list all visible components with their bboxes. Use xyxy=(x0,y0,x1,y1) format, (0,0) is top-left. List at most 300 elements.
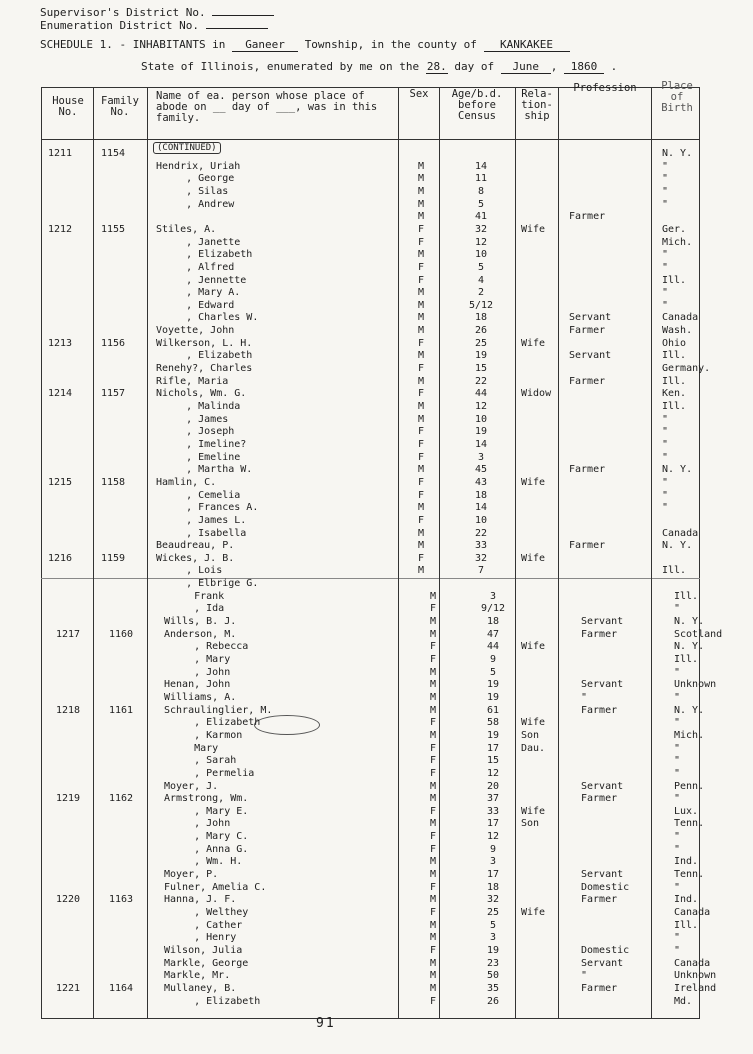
cell-sex: F xyxy=(418,438,425,450)
cell-birth: Ill. xyxy=(674,590,699,602)
state-prefix: State of Illinois, enumerated by me on the xyxy=(141,60,420,73)
col-name-header: Name of ea. person whose place of abode on __ day of ___, was in this family. xyxy=(156,90,378,124)
cell-age: 18 xyxy=(474,489,488,501)
cell-birth: Ill. xyxy=(662,350,687,362)
cell-age: 12 xyxy=(474,236,488,248)
cell-name: Markle, Mr. xyxy=(164,970,231,982)
cell-sex: F xyxy=(418,451,425,463)
cell-age: 10 xyxy=(474,413,488,425)
cell-sex: M xyxy=(418,540,425,552)
cell-sex: M xyxy=(418,565,425,577)
cell-sex: M xyxy=(430,616,437,628)
cell-name: , Charles W. xyxy=(156,312,259,324)
cell-name: Hendrix, Uriah xyxy=(156,160,241,172)
cell-name: , Elbrige G. xyxy=(156,578,259,590)
cell-prof: Servant xyxy=(581,679,624,691)
cell-birth: Tenn. xyxy=(674,818,705,830)
cell-age: 20 xyxy=(486,780,500,792)
col-sex-header: Sex xyxy=(409,88,429,100)
cell-sex: M xyxy=(418,198,425,210)
cell-name: , George xyxy=(156,173,235,185)
continued-label: (CONTINUED) xyxy=(153,142,221,154)
cell-sex: M xyxy=(430,666,437,678)
cell-sex: M xyxy=(418,312,425,324)
cell-sex: M xyxy=(418,464,425,476)
cell-age: 19 xyxy=(474,350,488,362)
cell-name: , Permelia xyxy=(164,767,255,779)
cell-age: 3 xyxy=(489,856,497,868)
cell-name: , Janette xyxy=(156,236,241,248)
cell-house: 1211 xyxy=(48,148,73,159)
cell-prof: Farmer xyxy=(569,325,606,337)
cell-age: 19 xyxy=(474,426,488,438)
page-number: 91 xyxy=(316,1016,336,1031)
cell-age: 9 xyxy=(489,843,497,855)
cell-rel: Dau. xyxy=(521,742,546,754)
cell-age: 19 xyxy=(486,729,500,741)
cell-family: 1158 xyxy=(101,476,126,488)
cell-age: 9 xyxy=(489,654,497,665)
schedule-prefix: SCHEDULE 1. - INHABITANTS in xyxy=(40,38,226,51)
cell-birth: Ill. xyxy=(662,401,687,412)
cell-birth: " xyxy=(674,793,681,805)
cell-family: 1160 xyxy=(109,628,134,640)
cell-birth: " xyxy=(674,691,681,703)
cell-name: , Cather xyxy=(164,919,243,931)
cell-birth: Unknown xyxy=(674,970,717,982)
cell-name: Anderson, M. xyxy=(164,628,237,640)
cell-age: 12 xyxy=(486,831,500,843)
cell-sex: M xyxy=(418,375,425,387)
cell-age: 43 xyxy=(474,476,488,488)
cell-sex: M xyxy=(430,856,437,868)
cell-prof: Farmer xyxy=(581,982,618,994)
col-divider xyxy=(93,87,94,1019)
schedule-line xyxy=(40,38,570,52)
cell-age: 44 xyxy=(486,641,500,653)
cell-sex: F xyxy=(430,603,437,615)
cell-age: 41 xyxy=(474,211,488,223)
cell-name: Moyer, P. xyxy=(164,869,219,881)
cell-name: , Elizabeth xyxy=(156,249,253,261)
cell-name: , Anna G. xyxy=(164,843,249,855)
cell-house: 1219 xyxy=(56,793,81,805)
month-value: June xyxy=(501,60,551,74)
cell-age: 3 xyxy=(489,590,497,602)
cell-prof: Farmer xyxy=(569,540,606,552)
cell-rel: Wife xyxy=(521,641,546,653)
cell-house: 1220 xyxy=(56,894,81,906)
cell-sex: M xyxy=(418,173,425,185)
cell-age: 4 xyxy=(477,274,485,286)
cell-age: 14 xyxy=(474,438,488,450)
cell-birth: Ill. xyxy=(662,565,687,577)
cell-prof: Farmer xyxy=(581,704,618,716)
cell-birth: Ill. xyxy=(674,919,699,931)
cell-age: 3 xyxy=(489,932,497,944)
cell-age: 22 xyxy=(474,375,488,387)
cell-sex: F xyxy=(418,514,425,526)
cell-house: 1216 xyxy=(48,552,73,564)
col-divider xyxy=(651,87,652,1019)
cell-name: , Wm. H. xyxy=(164,856,243,868)
col-divider xyxy=(515,87,516,1019)
cell-rel: Wife xyxy=(521,717,546,729)
cell-sex: M xyxy=(430,982,437,994)
day-suffix: day of xyxy=(454,60,495,73)
cell-age: 8 xyxy=(477,185,485,197)
cell-birth: " xyxy=(662,489,669,501)
cell-birth: Tenn. xyxy=(674,869,705,881)
cell-sex: M xyxy=(418,287,425,299)
cell-sex: F xyxy=(430,717,437,729)
year-value: 1860 xyxy=(564,60,604,74)
cell-prof: Farmer xyxy=(569,464,606,476)
cell-birth: " xyxy=(674,717,681,729)
cell-age: 14 xyxy=(474,160,488,172)
cell-birth: Unknown xyxy=(674,679,717,691)
enumeration-line xyxy=(40,19,268,32)
cell-family: 1156 xyxy=(101,337,126,349)
cell-prof: Farmer xyxy=(581,628,618,640)
cell-rel: Wife xyxy=(521,907,546,918)
cell-name: Wilkerson, L. H. xyxy=(156,337,253,349)
cell-age: 11 xyxy=(474,173,488,185)
cell-sex: M xyxy=(430,970,437,982)
cell-name: Nichols, Wm. G. xyxy=(156,388,247,400)
cell-age: 14 xyxy=(474,502,488,514)
cell-birth: " xyxy=(674,944,681,956)
cell-name: , Elizabeth xyxy=(164,717,261,729)
cell-name: Wills, B. J. xyxy=(164,616,237,628)
cell-sex: M xyxy=(418,401,425,412)
cell-name: Voyette, John xyxy=(156,325,235,337)
cell-name: , Welthey xyxy=(164,907,249,918)
cell-birth: " xyxy=(674,666,681,678)
cell-name: , Malinda xyxy=(156,401,241,412)
cell-family: 1157 xyxy=(101,388,126,400)
cell-sex: F xyxy=(430,805,437,817)
cell-birth: " xyxy=(674,603,681,615)
cell-age: 5 xyxy=(489,666,497,678)
cell-family: 1154 xyxy=(101,148,126,159)
cell-family: 1162 xyxy=(109,793,134,805)
cell-birth: Canada xyxy=(674,907,711,918)
cell-age: 5 xyxy=(489,919,497,931)
cell-birth: N. Y. xyxy=(662,540,693,552)
cell-birth: " xyxy=(674,755,681,767)
cell-sex: M xyxy=(418,249,425,261)
cell-sex: F xyxy=(430,755,437,767)
cell-birth: Wash. xyxy=(662,325,693,337)
cell-birth: Ind. xyxy=(674,856,699,868)
cell-birth: " xyxy=(674,767,681,779)
cell-age: 5/12 xyxy=(468,299,494,311)
cell-name: Armstrong, Wm. xyxy=(164,793,249,805)
cell-birth: Ill. xyxy=(674,654,699,665)
cell-name: , Emeline xyxy=(156,451,241,463)
cell-name: Williams, A. xyxy=(164,691,237,703)
cell-age: 32 xyxy=(474,223,488,235)
cell-rel: Wife xyxy=(521,337,546,349)
cell-sex: M xyxy=(430,691,437,703)
cell-age: 9/12 xyxy=(480,603,506,615)
cell-sex: F xyxy=(430,944,437,956)
cell-name: , Alfred xyxy=(156,261,235,273)
cell-age: 33 xyxy=(474,540,488,552)
col-age-header: Age/b.d. before Census xyxy=(451,88,503,122)
cell-prof: Servant xyxy=(569,312,612,324)
cell-birth: Scotland xyxy=(674,628,723,640)
cell-age: 35 xyxy=(486,982,500,994)
cell-house: 1214 xyxy=(48,388,73,400)
cell-name: Rifle, Maria xyxy=(156,375,229,387)
cell-sex: F xyxy=(418,236,425,248)
cell-sex: F xyxy=(430,654,437,665)
cell-birth: N. Y. xyxy=(674,641,705,653)
cell-name: , Lois xyxy=(156,565,223,577)
cell-birth: " xyxy=(674,881,681,893)
cell-age: 25 xyxy=(486,907,500,918)
cell-prof: Farmer xyxy=(581,793,618,805)
cell-sex: M xyxy=(418,527,425,539)
cell-sex: F xyxy=(430,995,437,1007)
cell-prof: Farmer xyxy=(569,375,606,387)
cell-birth: " xyxy=(674,831,681,843)
cell-age: 3 xyxy=(477,451,485,463)
cell-sex: F xyxy=(418,489,425,501)
cell-name: , Joseph xyxy=(156,426,235,438)
cell-sex: M xyxy=(418,185,425,197)
col-divider xyxy=(439,87,440,1019)
cell-name: Mullaney, B. xyxy=(164,982,237,994)
cell-birth: " xyxy=(662,261,669,273)
cell-birth: " xyxy=(662,198,669,210)
col-divider xyxy=(558,87,559,1019)
cell-name: , Rebecca xyxy=(164,641,249,653)
cell-age: 61 xyxy=(486,704,500,716)
cell-family: 1155 xyxy=(101,223,126,235)
cell-age: 18 xyxy=(486,881,500,893)
cell-age: 19 xyxy=(486,679,500,691)
cell-name: Wilson, Julia xyxy=(164,944,243,956)
cell-sex: M xyxy=(430,729,437,741)
cell-sex: M xyxy=(430,704,437,716)
cell-name: , Ida xyxy=(164,603,225,615)
cell-age: 50 xyxy=(486,970,500,982)
cell-birth: " xyxy=(662,476,669,488)
state-line: State of Illinois, enumerated by me on the 28. day of June , 1860 . xyxy=(141,60,618,73)
cell-prof: Domestic xyxy=(581,944,630,956)
cell-prof: Servant xyxy=(581,780,624,792)
cell-name: Mary xyxy=(164,742,219,754)
cell-age: 26 xyxy=(474,325,488,337)
cell-birth: Mich. xyxy=(674,729,705,741)
cell-birth: N. Y. xyxy=(662,464,693,476)
cell-birth: Ill. xyxy=(662,375,687,387)
cell-age: 45 xyxy=(474,464,488,476)
cell-sex: M xyxy=(430,932,437,944)
cell-birth: N. Y. xyxy=(662,148,693,159)
cell-name: Schraulinglier, M. xyxy=(164,704,273,716)
cell-name: , Elizabeth xyxy=(156,350,253,362)
cell-sex: M xyxy=(418,502,425,514)
cell-sex: M xyxy=(430,919,437,931)
cell-sex: M xyxy=(418,211,425,223)
col-profession-header: Profession xyxy=(573,82,637,94)
cell-age: 15 xyxy=(486,755,500,767)
cell-sex: F xyxy=(430,641,437,653)
cell-age: 33 xyxy=(486,805,500,817)
cell-name: Hanna, J. F. xyxy=(164,894,237,906)
cell-name: Fulner, Amelia C. xyxy=(164,881,267,893)
cell-sex: M xyxy=(418,299,425,311)
cell-name: Markle, George xyxy=(164,957,249,969)
cell-prof: Servant xyxy=(581,957,624,969)
cell-sex: M xyxy=(430,793,437,805)
cell-prof: Farmer xyxy=(581,894,618,906)
cell-name: Frank xyxy=(164,590,225,602)
cell-name: , Isabella xyxy=(156,527,247,539)
cell-prof: " xyxy=(581,691,588,703)
cell-birth: N. Y. xyxy=(674,616,705,628)
cell-age: 10 xyxy=(474,514,488,526)
cell-name: , Karmon xyxy=(164,729,243,741)
col-birthplace-header: Place of Birth xyxy=(661,80,693,114)
cell-sex: M xyxy=(430,957,437,969)
cell-age: 47 xyxy=(486,628,500,640)
cell-name: , John xyxy=(164,818,231,830)
cell-sex: F xyxy=(418,476,425,488)
cell-age: 44 xyxy=(474,388,488,400)
lower-section-divider xyxy=(41,578,700,579)
cell-birth: Ill. xyxy=(662,274,687,286)
cell-birth: Canada xyxy=(662,312,699,324)
cell-sex: M xyxy=(430,590,437,602)
cell-sex: F xyxy=(418,337,425,349)
cell-sex: M xyxy=(430,818,437,830)
cell-age: 5 xyxy=(477,261,485,273)
cell-age: 5 xyxy=(477,198,485,210)
cell-prof: " xyxy=(581,970,588,982)
cell-sex: F xyxy=(430,843,437,855)
cell-sex: F xyxy=(418,223,425,235)
cell-sex: M xyxy=(430,894,437,906)
cell-age: 17 xyxy=(486,742,500,754)
cell-age: 10 xyxy=(474,249,488,261)
cell-sex: F xyxy=(418,261,425,273)
cell-rel: Son xyxy=(521,818,540,830)
cell-age: 12 xyxy=(474,401,488,412)
cell-birth: Germany. xyxy=(662,363,711,375)
cell-birth: " xyxy=(674,742,681,754)
cell-birth: " xyxy=(662,287,669,299)
cell-age: 12 xyxy=(486,767,500,779)
cell-age: 18 xyxy=(474,312,488,324)
cell-name: , Elizabeth xyxy=(164,995,261,1007)
cell-birth: Ken. xyxy=(662,388,687,400)
cell-name: Renehy?, Charles xyxy=(156,363,253,375)
cell-house: 1221 xyxy=(56,982,81,994)
cell-sex: F xyxy=(418,274,425,286)
year-suffix: . xyxy=(610,60,618,73)
cell-birth: " xyxy=(662,249,669,261)
day-value: 28. xyxy=(426,60,447,73)
cell-prof: Domestic xyxy=(581,881,630,893)
cell-house: 1215 xyxy=(48,476,73,488)
cell-rel: Wife xyxy=(521,223,546,235)
supervisor-label: Supervisor's District No. xyxy=(40,6,206,19)
cell-name: , Andrew xyxy=(156,198,235,210)
cell-age: 32 xyxy=(474,552,488,564)
cell-sex: F xyxy=(418,388,425,400)
cell-sex: M xyxy=(430,628,437,640)
cell-house: 1217 xyxy=(56,628,81,640)
cell-name: , Martha W. xyxy=(156,464,253,476)
cell-house: 1218 xyxy=(56,704,81,716)
cell-name: Beaudreau, P. xyxy=(156,540,235,552)
col-family-header: Family No. xyxy=(101,95,139,118)
cell-birth: Ohio xyxy=(662,337,687,349)
supervisor-line xyxy=(40,6,274,19)
cell-name: , James L. xyxy=(156,514,247,526)
cell-sex: F xyxy=(430,831,437,843)
cell-prof: Servant xyxy=(569,350,612,362)
cell-name: , Edward xyxy=(156,299,235,311)
col-house-header: House No. xyxy=(52,95,84,118)
cell-name: Henan, John xyxy=(164,679,231,691)
cell-rel: Wife xyxy=(521,552,546,564)
cell-sex: F xyxy=(418,552,425,564)
cell-age: 19 xyxy=(486,691,500,703)
cell-family: 1161 xyxy=(109,704,134,716)
cell-birth: " xyxy=(662,173,669,185)
cell-name: , Mary C. xyxy=(164,831,249,843)
karmon-circle-mark xyxy=(254,715,320,735)
cell-family: 1164 xyxy=(109,982,134,994)
cell-birth: Ger. xyxy=(662,223,687,235)
cell-age: 22 xyxy=(474,527,488,539)
cell-rel: Widow xyxy=(521,388,552,400)
cell-birth: N. Y. xyxy=(674,704,705,716)
header-divider xyxy=(41,139,700,140)
cell-age: 58 xyxy=(486,717,500,729)
cell-name: , Henry xyxy=(164,932,237,944)
cell-age: 7 xyxy=(477,565,485,577)
cell-birth: Mich. xyxy=(662,236,693,248)
cell-sex: M xyxy=(418,325,425,337)
cell-age: 17 xyxy=(486,818,500,830)
county-value: KANKAKEE xyxy=(484,38,570,52)
cell-name: Wickes, J. B. xyxy=(156,552,235,564)
cell-sex: M xyxy=(418,413,425,425)
cell-name: , Mary A. xyxy=(156,287,241,299)
cell-name: , Silas xyxy=(156,185,229,197)
enumeration-label: Enumeration District No. xyxy=(40,19,199,32)
cell-name: , Cemelia xyxy=(156,489,241,501)
cell-sex: F xyxy=(430,907,437,918)
cell-sex: M xyxy=(418,160,425,172)
cell-name: , Sarah xyxy=(164,755,237,767)
col-divider xyxy=(398,87,399,1019)
cell-sex: F xyxy=(430,767,437,779)
cell-birth: " xyxy=(662,299,669,311)
cell-age: 15 xyxy=(474,363,488,375)
cell-age: 25 xyxy=(474,337,488,349)
cell-name: , Frances A. xyxy=(156,502,259,514)
cell-birth: " xyxy=(662,426,669,438)
cell-name: , Mary xyxy=(164,654,231,665)
